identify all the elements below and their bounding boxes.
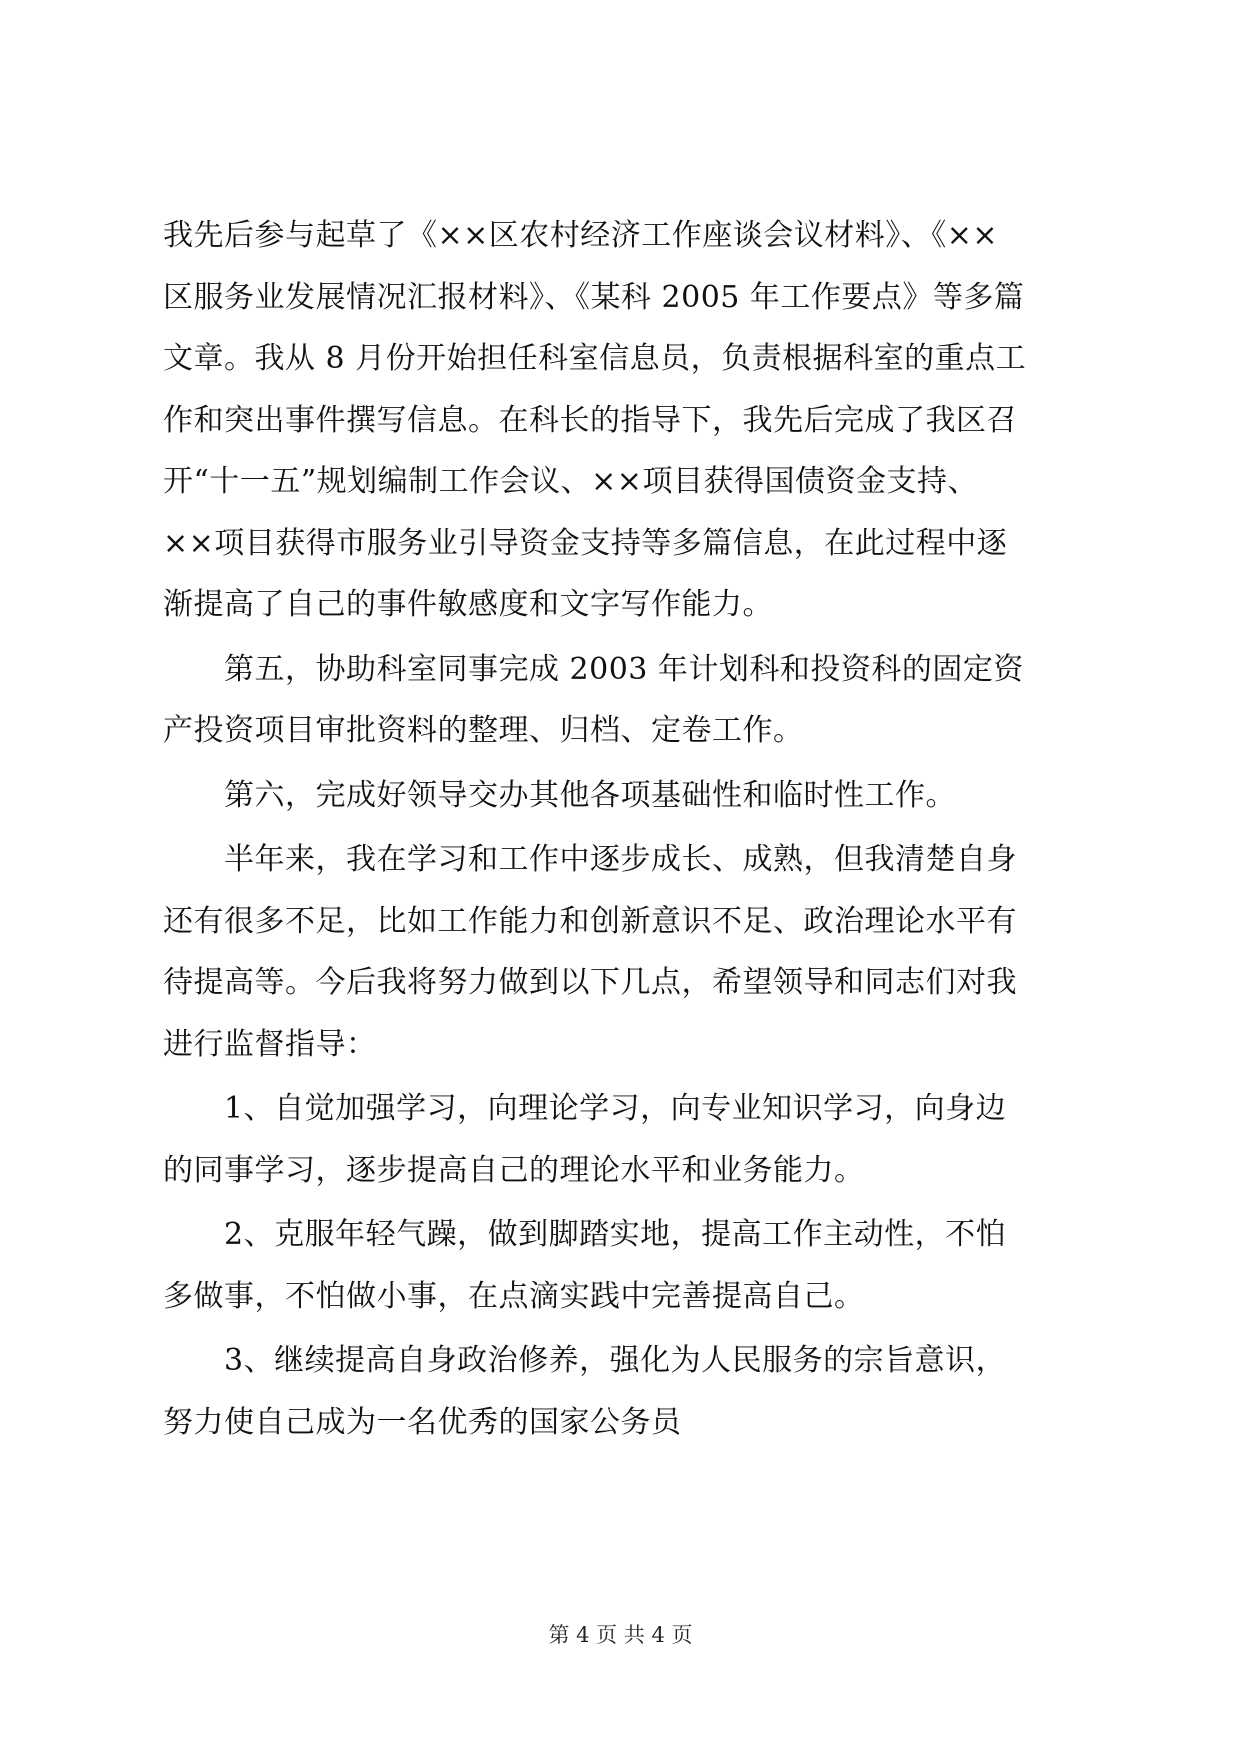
- document-body: [163, 205, 1078, 1453]
- text-line-10: 第六，完成好领导交办其他各项基础性和临时性工作。: [163, 777, 956, 813]
- text-line-3: 文章。我从 8 月份开始担任科室信息员，负责根据科室的重点工: [163, 341, 1027, 376]
- text-line-2: 区服务业发展情况汇报材料》、《某科 2005 年工作要点》等多篇: [163, 279, 1025, 315]
- text-line-14: 进行监督指导：: [163, 1026, 377, 1062]
- text-line-6: ××项目获得市服务业引导资金支持等多篇信息，在此过程中逐: [163, 525, 1008, 561]
- text-line-20: 努力使自己成为一名优秀的国家公务员: [163, 1404, 682, 1440]
- text-line-15: 1、自觉加强学习，向理论学习，向专业知识学习，向身边: [163, 1091, 1007, 1126]
- text-line-18: 多做事，不怕做小事，在点滴实践中完善提高自己。: [163, 1278, 865, 1314]
- text-line-19: 3、继续提高自身政治修养，强化为人民服务的宗旨意识，: [163, 1343, 1007, 1378]
- page-footer: [0, 1620, 1241, 1650]
- text-line-17: 2、克服年轻气躁，做到脚踏实地，提高工作主动性，不怕: [163, 1217, 1007, 1252]
- text-line-8: 第五，协助科室同事完成 2003 年计划科和投资科的固定资: [163, 651, 1024, 687]
- text-line-5: 开“十一五”规划编制工作会议、××项目获得国债资金支持、: [163, 464, 978, 499]
- text-line-1: 我先后参与起草了《××区农村经济工作座谈会议材料》、《××: [163, 218, 999, 253]
- text-line-12: 还有很多不足，比如工作能力和创新意识不足、政治理论水平有: [163, 903, 1017, 939]
- text-line-4: 作和突出事件撰写信息。在科长的指导下，我先后完成了我区召: [163, 402, 1017, 438]
- text-line-16: 的同事学习，逐步提高自己的理论水平和业务能力。: [163, 1152, 865, 1188]
- page-number-label: 第 4 页 共 4 页: [548, 1623, 693, 1647]
- text-line-13: 待提高等。今后我将努力做到以下几点，希望领导和同志们对我: [163, 965, 1017, 1000]
- text-line-9: 产投资项目审批资料的整理、归档、定卷工作。: [163, 713, 804, 748]
- text-line-11: 半年来，我在学习和工作中逐步成长、成熟，但我清楚自身: [163, 842, 1017, 877]
- text-line-7: 渐提高了自己的事件敏感度和文字写作能力。: [163, 587, 773, 622]
